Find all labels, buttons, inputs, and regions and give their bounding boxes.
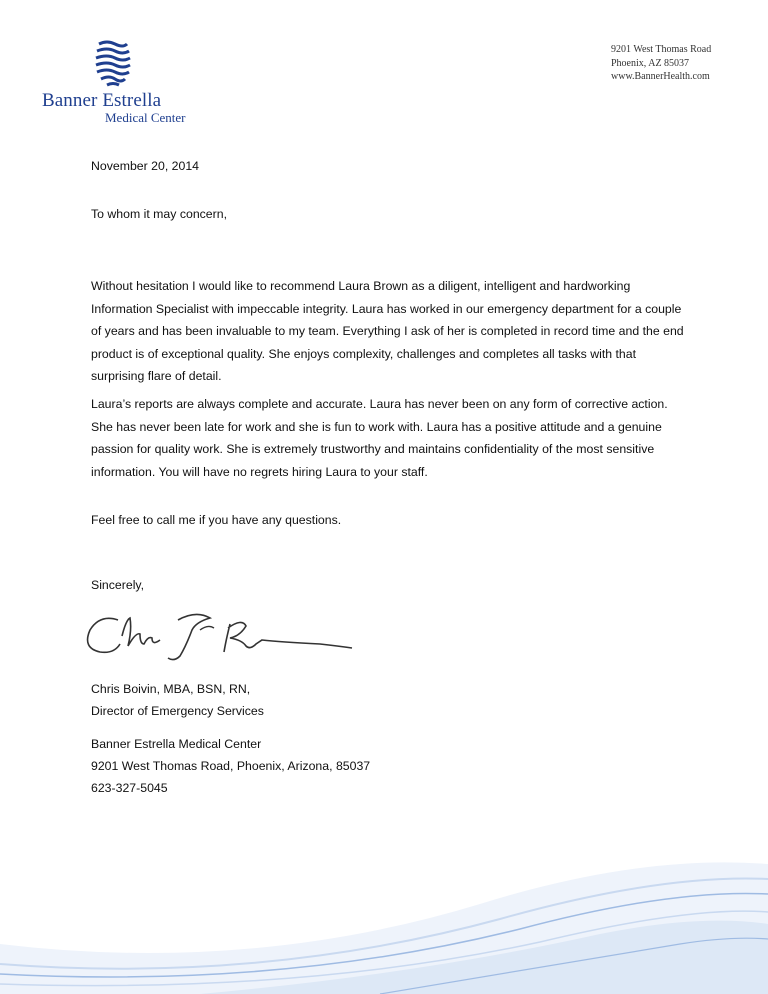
- website-link[interactable]: www.BannerHealth.com: [611, 71, 710, 82]
- address-line-1: 9201 West Thomas Road: [611, 44, 712, 55]
- signer-address: 9201 West Thomas Road, Phoenix, Arizona, 85037: [91, 759, 371, 773]
- paragraph-2: Laura’s reports are always complete and accurate. Laura has never been on any form of corrective action. She has never been late for work and she is fun to work with. Laura has a positive attitude and a genuine passion for quality work. She is extremely trustworthy and maintains confidentiality of the most sensitive information. You will have no regrets hiring Laura to your staff.: [91, 397, 668, 479]
- signer-contact: [91, 733, 370, 799]
- banner-logo-icon: [93, 40, 133, 90]
- signer-block: [91, 678, 264, 722]
- letterhead: [0, 0, 768, 140]
- signer-title: Director of Emergency Services: [91, 704, 264, 718]
- footer-wave-decoration: [0, 824, 768, 994]
- paragraph-1: Without hesitation I would like to recommend Laura Brown as a diligent, intelligent and hardworking Information Specialist with impeccable integrity. Laura has worked in our emergency department for a couple of years and has been invaluable to my team. Everything I ask of her is completed in record time and the end product is of exceptional quality. She enjoys complexity, challenges and completes all tasks with that surprising flare of detail.: [91, 279, 684, 383]
- signer-phone: 623-327-5045: [91, 781, 168, 795]
- paragraph-3: Feel free to call me if you have any questions.: [91, 513, 342, 527]
- signer-organization: Banner Estrella Medical Center: [91, 737, 262, 751]
- salutation: To whom it may concern,: [91, 207, 227, 221]
- letterhead-address: [611, 43, 711, 84]
- letter-date: November 20, 2014: [91, 159, 200, 173]
- address-line-2: Phoenix, AZ 85037: [611, 57, 690, 69]
- handwritten-signature: [80, 600, 360, 670]
- org-name: Banner Estrella: [42, 90, 162, 111]
- signer-name: Chris Boivin, MBA, BSN, RN,: [91, 682, 251, 696]
- closing: Sincerely,: [91, 578, 145, 592]
- org-subtitle: Medical Center: [105, 110, 186, 125]
